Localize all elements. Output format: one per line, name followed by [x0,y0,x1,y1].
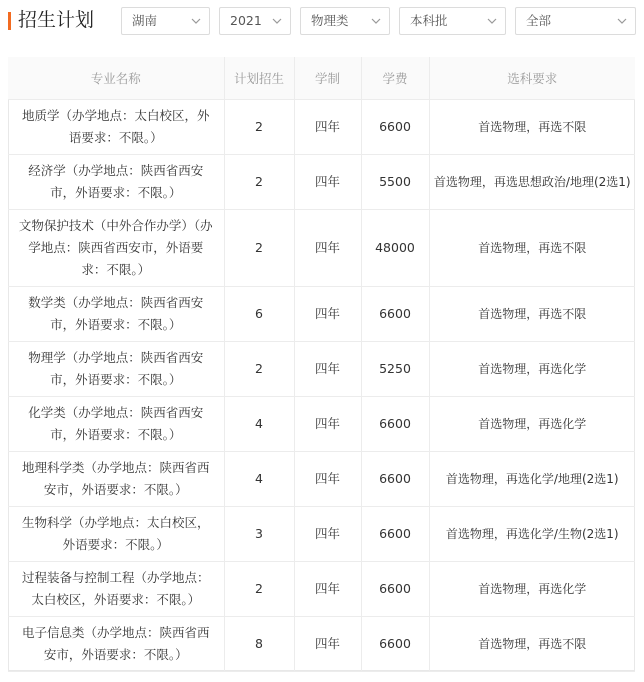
fee-cell: 5250 [361,342,429,397]
major-cell: 物理学（办学地点：陕西省西安市，外语要求：不限。） [8,342,224,397]
province-select[interactable] [121,7,210,35]
table-row [8,210,635,287]
plan-cell: 4 [224,397,294,452]
category-select[interactable] [515,7,636,35]
requirement-cell: 首选物理，再选不限 [429,210,635,287]
plan-cell: 6 [224,287,294,342]
chevron-down-icon [487,16,497,26]
table-row [8,562,635,617]
chevron-down-icon [272,16,282,26]
enrollment-plan-table [8,57,635,671]
chevron-down-icon [617,16,627,26]
fee-cell: 6600 [361,617,429,672]
fee-cell: 6600 [361,562,429,617]
fee-cell: 6600 [361,452,429,507]
column-header-fee: 学费 [361,57,429,100]
years-cell: 四年 [294,342,361,397]
plan-cell: 8 [224,617,294,672]
table-row [8,342,635,397]
requirement-cell: 首选物理，再选化学 [429,342,635,397]
major-cell: 电子信息类（办学地点：陕西省西安市，外语要求：不限。） [8,617,224,672]
requirement-cell: 首选物理，再选不限 [429,287,635,342]
province-select-value: 湖南 [132,13,158,28]
batch-select-value: 本科批 [410,13,448,28]
plan-table [8,57,635,672]
table-row [8,287,635,342]
page-header [0,0,644,44]
major-cell: 文物保护技术（中外合作办学）（办学地点：陕西省西安市，外语要求：不限。） [8,210,224,287]
requirement-cell: 首选物理，再选思想政治/地理(2选1) [429,155,635,210]
column-header-requirement: 选科要求 [429,57,635,100]
page-title: 招生计划 [18,9,95,31]
table-row [8,397,635,452]
years-cell: 四年 [294,100,361,155]
fee-cell: 5500 [361,155,429,210]
major-cell: 地理科学类（办学地点：陕西省西安市，外语要求：不限。） [8,452,224,507]
column-header-major: 专业名称 [8,57,224,100]
requirement-cell: 首选物理，再选化学 [429,397,635,452]
major-cell: 化学类（办学地点：陕西省西安市，外语要求：不限。） [8,397,224,452]
plan-cell: 2 [224,100,294,155]
plan-cell: 2 [224,155,294,210]
plan-cell: 3 [224,507,294,562]
chevron-down-icon [371,16,381,26]
plan-cell: 2 [224,210,294,287]
table-row [8,507,635,562]
table-header-row [8,57,635,100]
table-row [8,452,635,507]
column-header-years: 学制 [294,57,361,100]
major-cell: 数学类（办学地点：陕西省西安市，外语要求：不限。） [8,287,224,342]
fee-cell: 48000 [361,210,429,287]
subject-type-select[interactable] [300,7,390,35]
chevron-down-icon [191,16,201,26]
requirement-cell: 首选物理，再选不限 [429,617,635,672]
subject-type-select-value: 物理类 [311,13,349,28]
table-row [8,155,635,210]
major-cell: 地质学（办学地点：太白校区，外语要求：不限。） [8,100,224,155]
fee-cell: 6600 [361,507,429,562]
plan-cell: 4 [224,452,294,507]
years-cell: 四年 [294,397,361,452]
fee-cell: 6600 [361,287,429,342]
years-cell: 四年 [294,507,361,562]
major-cell: 生物科学（办学地点：太白校区，外语要求：不限。） [8,507,224,562]
fee-cell: 6600 [361,397,429,452]
requirement-cell: 首选物理，再选不限 [429,100,635,155]
years-cell: 四年 [294,562,361,617]
table-row [8,100,635,155]
title-accent-bar [8,12,11,30]
years-cell: 四年 [294,287,361,342]
category-select-value: 全部 [526,13,552,28]
table-row [8,617,635,672]
years-cell: 四年 [294,452,361,507]
years-cell: 四年 [294,617,361,672]
requirement-cell: 首选物理，再选化学/地理(2选1) [429,452,635,507]
requirement-cell: 首选物理，再选化学/生物(2选1) [429,507,635,562]
column-header-plan: 计划招生 [224,57,294,100]
major-cell: 过程装备与控制工程（办学地点：太白校区，外语要求：不限。） [8,562,224,617]
years-cell: 四年 [294,210,361,287]
year-select-value: 2021 [230,13,262,28]
requirement-cell: 首选物理，再选化学 [429,562,635,617]
years-cell: 四年 [294,155,361,210]
plan-cell: 2 [224,562,294,617]
batch-select[interactable] [399,7,506,35]
fee-cell: 6600 [361,100,429,155]
year-select[interactable] [219,7,291,35]
plan-cell: 2 [224,342,294,397]
major-cell: 经济学（办学地点：陕西省西安市，外语要求：不限。） [8,155,224,210]
